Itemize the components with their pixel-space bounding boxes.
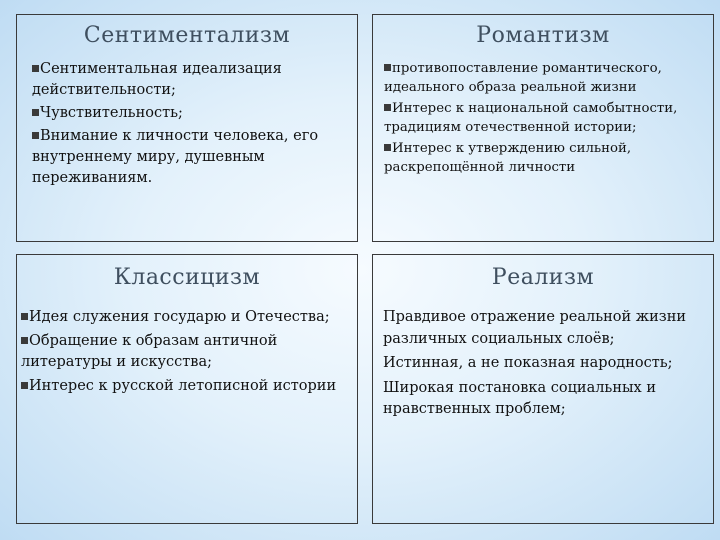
- item-text: Сентиментальная идеализация действительности;: [32, 61, 282, 98]
- classicism-list: [21, 307, 347, 399]
- realism-title: Реализм: [491, 265, 595, 290]
- item-text: Интерес к русской летописной истории: [29, 377, 337, 394]
- square-bullet-icon: [384, 64, 391, 71]
- list-item: [32, 103, 347, 124]
- item-text: Внимание к личности человека, его внутреннему миру, душевным переживаниям.: [32, 128, 319, 186]
- classicism-title: Классицизм: [113, 265, 261, 290]
- list-item: [383, 307, 703, 350]
- item-text: Интерес к утверждению сильной, раскрепощённой личности: [384, 141, 632, 175]
- realism-list: [383, 307, 703, 424]
- square-bullet-icon: [32, 132, 39, 139]
- sentimentalism-title: Сентиментализм: [83, 23, 291, 48]
- sentimentalism-list: [32, 59, 347, 191]
- item-text: Обращение к образам античной литературы и искусства;: [21, 332, 278, 370]
- list-item: [384, 139, 705, 177]
- item-text: противопоставление романтического, идеального образа реальной жизни: [384, 61, 662, 95]
- list-item: [32, 126, 347, 189]
- list-item: [21, 331, 347, 374]
- square-bullet-icon: [21, 382, 28, 389]
- square-bullet-icon: [384, 144, 391, 151]
- item-text: Идея служения государю и Отечества;: [29, 309, 330, 325]
- list-item: [383, 353, 703, 375]
- square-bullet-icon: [384, 104, 391, 111]
- item-text: Широкая постановка социальных и нравственных проблем;: [383, 379, 656, 417]
- item-text: Интерес к национальной самобытности, традициям отечественной истории;: [384, 101, 678, 135]
- item-text: Чувствительность;: [40, 105, 183, 121]
- sentimentalism-panel: [16, 14, 358, 242]
- square-bullet-icon: [21, 337, 28, 344]
- item-text: Истинная, а не показная народность;: [383, 355, 673, 371]
- romanticism-title: Романтизм: [476, 23, 610, 48]
- list-item: [384, 99, 705, 137]
- realism-panel: [372, 254, 714, 524]
- list-item: [21, 376, 347, 398]
- list-item: [383, 378, 703, 421]
- romanticism-panel: [372, 14, 714, 242]
- classicism-panel: [16, 254, 358, 524]
- square-bullet-icon: [21, 313, 28, 320]
- square-bullet-icon: [32, 65, 39, 72]
- list-item: [384, 59, 705, 97]
- square-bullet-icon: [32, 109, 39, 116]
- romanticism-list: [384, 59, 705, 179]
- list-item: [21, 307, 347, 329]
- list-item: [32, 59, 347, 101]
- item-text: Правдивое отражение реальной жизни различных социальных слоёв;: [383, 309, 687, 347]
